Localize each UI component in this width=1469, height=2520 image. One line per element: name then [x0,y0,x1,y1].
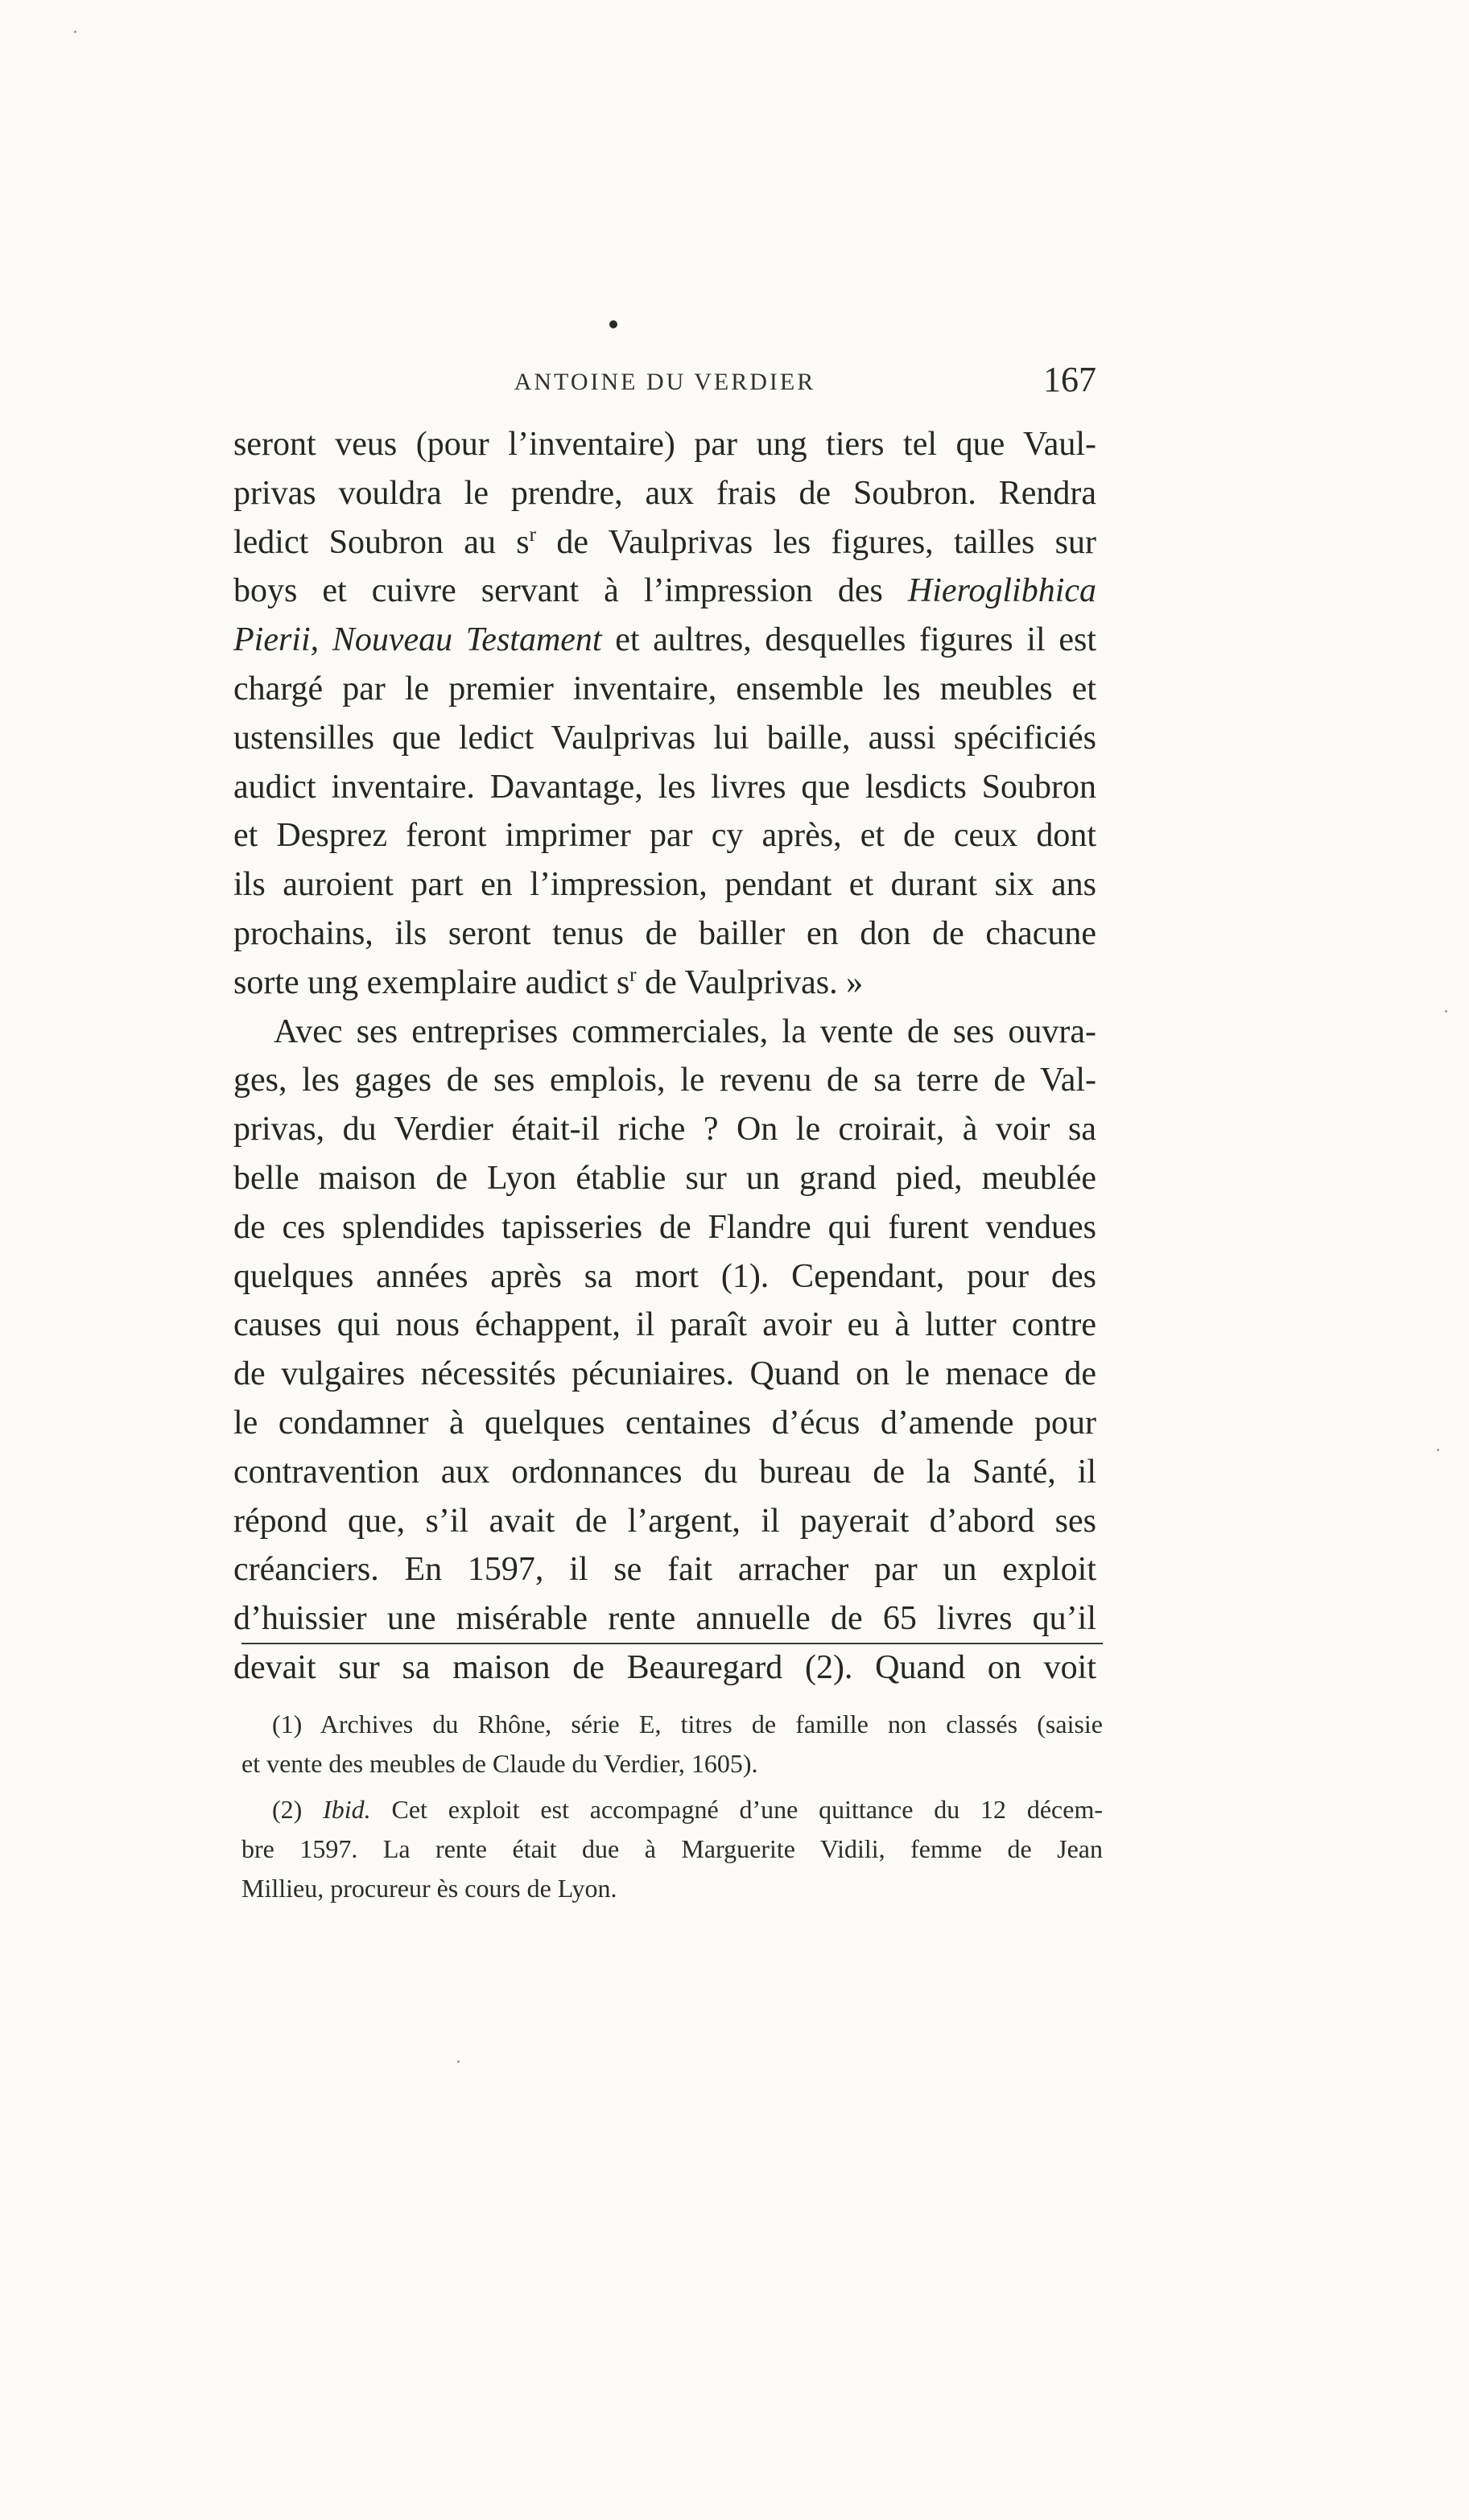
text-line: ils auroient part en l’impression, pendant et durant six ans [233,866,1096,904]
footnote-2 [241,1790,1103,1908]
text-line: causes qui nous échappent, il paraît avoir eu à lutter contre [233,1306,1096,1344]
text-line: contravention aux ordonnances du bureau de la Santé, il [233,1453,1096,1491]
text-line: audict inventaire. Davantage, les livres que lesdicts Soubron [233,768,1096,806]
paragraph-1 [233,420,1096,1008]
running-title: ANTOINE DU VERDIER [514,369,816,395]
footnotes [241,1705,1103,1908]
footnote-divider [241,1643,1103,1644]
text-segment: (2) [272,1795,324,1824]
paragraph-2 [233,1008,1096,1693]
text-line: seront veus (pour l’inventaire) par ung tiers tel que Vaul- [233,426,1096,463]
italic-ibid: Ibid. [323,1795,371,1824]
text-line: répond que, s’il avait de l’argent, il payerait d’abord ses [233,1502,1096,1540]
text-line: quelques années après sa mort (1). Cependant, pour des [233,1257,1096,1295]
text-line [233,567,1096,616]
superscript: r [529,523,537,546]
text-segment: ledict Soubron au s [233,523,530,561]
text-line: devait sur sa maison de Beauregard (2). Quand on voit [233,1648,1096,1686]
footnote-line: (1) Archives du Rhône, série E, titres de famille non classés (saisie [272,1710,1103,1738]
text-line [233,959,1096,1008]
text-line: de ces splendides tapisseries de Flandre qui furent vendues [233,1208,1096,1246]
superscript: r [629,963,637,986]
text-segment: sorte ung exemplaire audict s [233,963,630,1001]
page-header [233,359,1096,407]
paper-speck [1437,1449,1439,1451]
text-segment: de Vaulprivas les figures, tailles sur [536,523,1096,561]
footnote-line: Millieu, procureur ès cours de Lyon. [241,1874,617,1903]
text-segment: de Vaulprivas. » [636,963,864,1001]
text-line [233,616,1096,665]
text-line: Avec ses entreprises commerciales, la vente de ses ouvra- [274,1013,1096,1050]
body-text [233,420,1096,1693]
italic-title: Hieroglibhica [907,572,1096,610]
text-line: privas, du Verdier était-il riche ? On le croirait, à voir sa [233,1111,1096,1149]
text-line: ustensilles que ledict Vaulprivas lui baille, aussi spécificiés [233,719,1096,757]
footnote-line: bre 1597. La rente était due à Marguerite Vidili, femme de Jean [241,1834,1103,1863]
paper-speck [1445,1010,1447,1013]
text-segment: Cet exploit est accompagné d’une quittance du 12 décem- [370,1795,1104,1824]
text-line: créanciers. En 1597, il se fait arracher par un exploit [233,1551,1096,1589]
paper-speck [74,31,76,33]
text-line [233,518,1096,567]
italic-title: Pierii, Nouveau Testament [233,621,602,659]
text-segment: et aultres, desquelles figures il est [601,621,1096,659]
text-line: de vulgaires nécessités pécuniaires. Quand on le menace de [233,1355,1096,1393]
text-line: et Desprez feront imprimer par cy après, et de ceux dont [233,817,1096,855]
text-line: belle maison de Lyon établie sur un grand pied, meublée [233,1159,1096,1197]
text-line: d’huissier une misérable rente annuelle de 65 livres qu’il [233,1600,1096,1638]
page-number: 167 [1043,360,1096,399]
footnote-1 [241,1705,1103,1784]
paper-speck [457,2060,460,2063]
text-segment: boys et cuivre servant à l’impression des [233,572,908,610]
text-line: le condamner à quelques centaines d’écus d’amende pour [233,1404,1096,1441]
footnote-line [241,1790,1103,1829]
text-line: ges, les gages de ses emplois, le revenu de sa terre de Val- [233,1062,1096,1099]
text-line: privas vouldra le prendre, aux frais de Soubron. Rendra [233,474,1096,512]
text-line: prochains, ils seront tenus de bailler en don de chacune [233,914,1096,952]
footnote-line: et vente des meubles de Claude du Verdier, 1605). [241,1749,758,1778]
text-line: chargé par le premier inventaire, ensemble les meubles et [233,670,1096,707]
ornament-dot [609,320,617,328]
